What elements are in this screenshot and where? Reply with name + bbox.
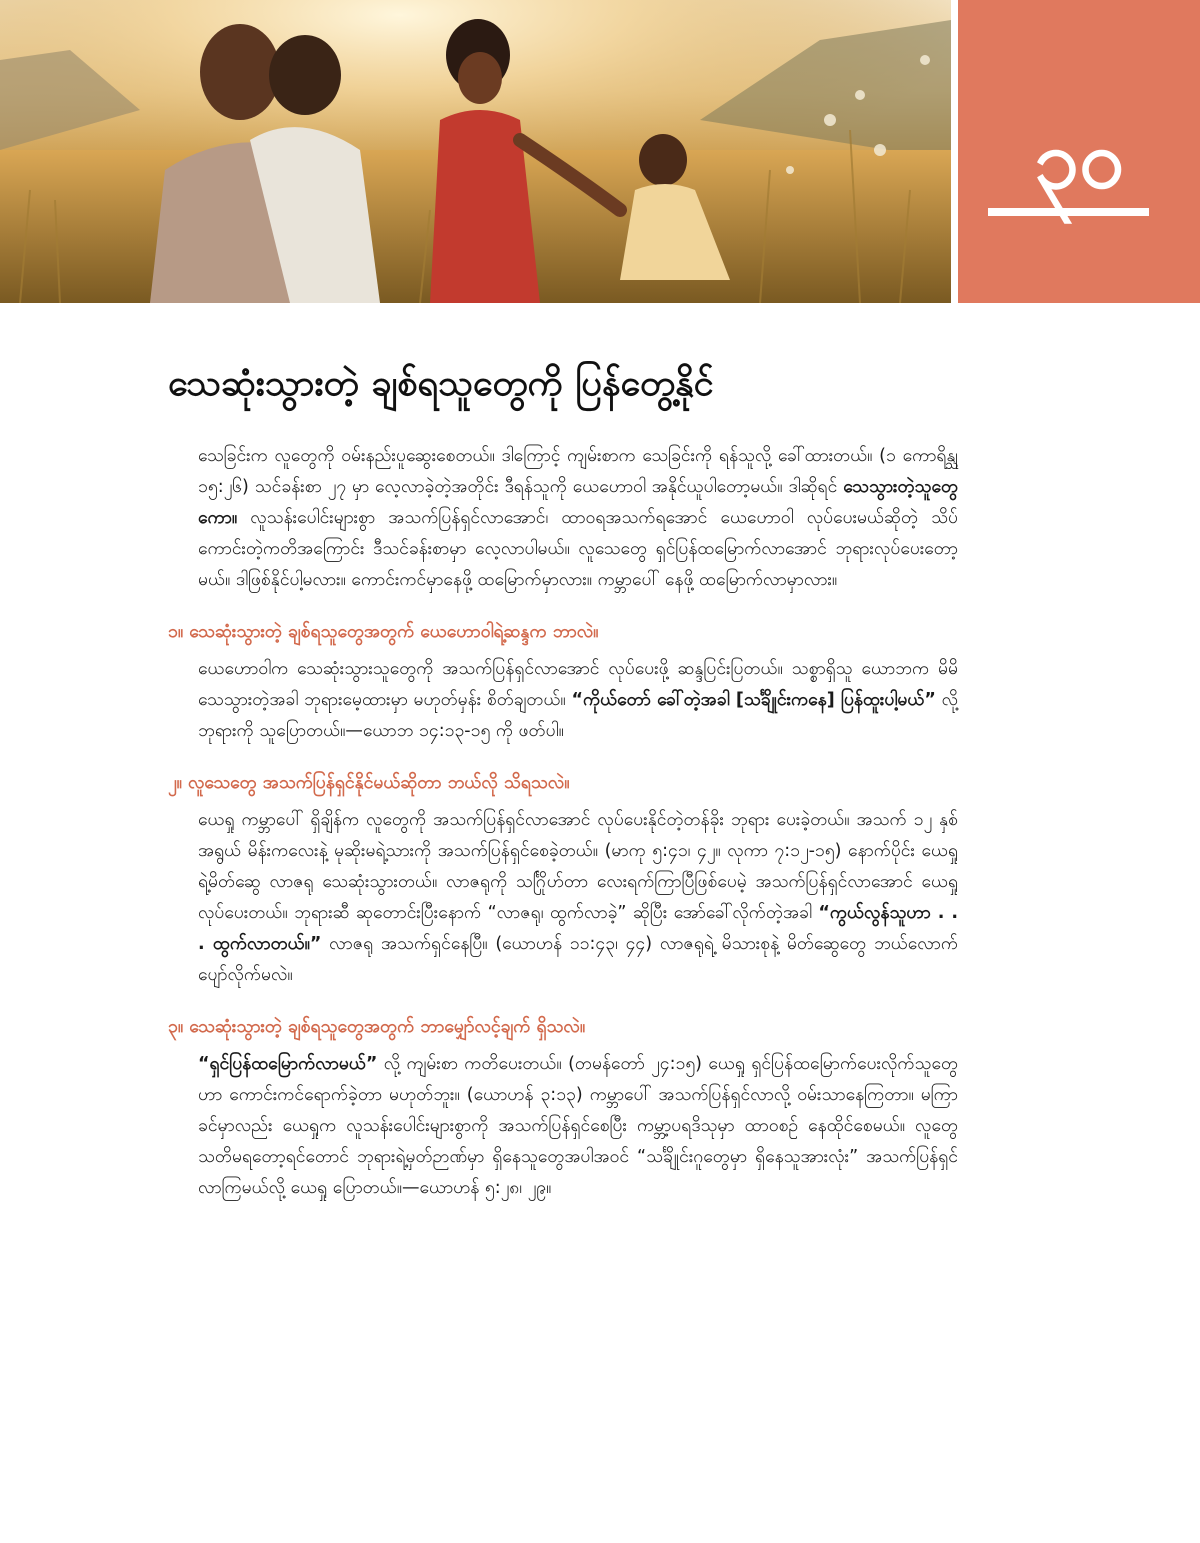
hero-photo <box>0 0 951 303</box>
section-2-text-2: လာဇရု အသက်ရှင်နေပြီ။ (ယောဟန် ၁၁:၄၃၊ ၄၄) လာဇရုရဲ့ မိသားစုနဲ့ မိတ်ဆွေတွေ ဘယ်လောက် ပျော်လိုက်မလဲ။ <box>198 933 959 985</box>
lesson-content <box>168 360 958 1226</box>
page-title: သေဆုံးသွားတဲ့ ချစ်ရသူတွေကို ပြန်တွေ့နိုင် <box>168 363 714 404</box>
section-3-text-2: လို့ ကျမ်းစာ ကတိပေးတယ်။ (တမန်တော် ၂၄:၁၅) ယေရှု ရှင်ပြန်ထမြောက်ပေးလိုက်သူတွေဟာ ကောင်းကင်ရောက်ခဲ့တာ မဟုတ်ဘူး။ (ယောဟန် ၃:၁၃) ကမ္ဘာပေါ် အသက်ပြန်ရှင်လာလို့ ဝမ်းသာနေကြတာ။ မကြာခင်မှာလည်း ယေရှုက လူသန်းပေါင်းများစွာကို အသက်ပြန်ရှင်စေပြီး ကမ္ဘာ့ပရဒိသုမှာ ထာဝစဉ် နေထိုင်စေမယ်။ လူတွေ သတိမရတော့ရင်တောင် ဘုရားရဲ့မှတ်ဉာဏ်မှာ ရှိနေသူတွေအပါအဝင် “သင်္ချိုင်းဂူတွေမှာ ရှိနေသူအားလုံး” အသက်ပြန်ရှင်လာကြမယ်လို့ ယေရှု ပြောတယ်။—ယောဟန် ၅:၂၈၊ ၂၉။ <box>198 1053 958 1198</box>
section-2-text-1: ယေရှု ကမ္ဘာပေါ် ရှိချိန်က လူတွေကို အသက်ပြန်ရှင်လာအောင် လုပ်ပေးနိုင်တဲ့တန်ခိုး ဘုရား ပေးခဲ့တယ်။ အသက် ၁၂ နှစ်အရွယ် မိန်းကလေးနဲ့ မုဆိုးမရဲ့သားကို အသက်ပြန်ရှင်စေခဲ့တယ်။ (မာကု ၅:၄၁၊ ၄၂။ လုကာ ၇:၁၂-၁၅) နောက်ပိုင်း ယေရှုရဲ့မိတ်ဆွေ လာဇရု သေဆုံးသွားတယ်။ လာဇရုကို သင်္ဂြိုဟ်တာ လေးရက်ကြာပြီဖြစ်ပေမဲ့ အသက်ပြန်ရှင်လာအောင် ယေရှု လုပ်ပေးတယ်။ ဘုရားဆီ ဆုတောင်းပြီးနောက် “လာဇရု၊ ထွက်လာခဲ့” ဆိုပြီး အော်ခေါ်လိုက်တဲ့အခါ <box>198 809 958 923</box>
lesson-number: ၃၀ <box>1034 113 1124 206</box>
section-1-text-1: ယေဟောဝါက သေဆုံးသွားသူတွေကို အသက်ပြန်ရှင်လာအောင် လုပ်ပေးဖို့ ဆန္ဒပြင်းပြတယ်။ သစ္စာရှိသူ ယောဘက မိမိသေသွားတဲ့အခါ ဘုရားမေ့ထားမှာ မဟုတ်မှန်း စိတ်ချတယ်။ <box>198 658 958 710</box>
intro-paragraph <box>168 441 958 596</box>
intro-bold-text: သေသွားတဲ့သူတွေကော။ <box>198 476 958 528</box>
section-1-bold-text: “ကိုယ်တော် ခေါ်တဲ့အခါ [သင်္ချိုင်းကနေ] ပြန်ထူးပါ့မယ်” <box>571 689 936 710</box>
section-2-bold-text: “ကွယ်လွန်သူဟာ . . . ထွက်လာတယ်။” <box>198 902 959 954</box>
section-paragraph-3 <box>168 1049 958 1204</box>
family-photo-illustration <box>0 0 951 303</box>
section-heading-2: ၂။ လူသေတွေ အသက်ပြန်ရှင်နိုင်မယ်ဆိုတာ ဘယ်လို သိရသလဲ။ <box>168 772 570 793</box>
section-heading-3: ၃။ သေဆုံးသွားတဲ့ ချစ်ရသူတွေအတွက် ဘာမျှော်လင့်ချက် ရှိသလဲ။ <box>168 1016 586 1037</box>
intro-text-2: လူသန်းပေါင်းများစွာ အသက်ပြန်ရှင်လာအောင်၊ ထာဝရအသက်ရအောင် ယေဟောဝါ လုပ်ပေးမယ်ဆိုတဲ့ သိပ်ကောင်းတဲ့ကတိအကြောင်း ဒီသင်ခန်းစာမှာ လေ့လာပါမယ်။ လူသေတွေ ရှင်ပြန်ထမြောက်လာအောင် ဘုရားလုပ်ပေးတော့မယ်။ ဒါဖြစ်နိုင်ပါ့မလား။ ကောင်းကင်မှာနေဖို့ ထမြောက်မှာလား။ ကမ္ဘာပေါ် နေဖို့ ထမြောက်လာမှာလား။ <box>198 507 958 590</box>
section-3-bold-text: “ရှင်ပြန်ထမြောက်လာမယ်” <box>198 1053 378 1074</box>
section-heading-1: ၁။ သေဆုံးသွားတဲ့ ချစ်ရသူတွေအတွက် ယေဟောဝါရဲ့ဆန္ဒက ဘာလဲ။ <box>168 621 599 642</box>
section-paragraph-2 <box>168 805 958 991</box>
intro-text-1: သေခြင်းက လူတွေကို ဝမ်းနည်းပူဆွေးစေတယ်။ ဒါကြောင့် ကျမ်းစာက သေခြင်းကို ရန်သူလို့ ခေါ်ထားတယ်။ (၁ ကောရိန္သု ၁၅:၂၆) သင်ခန်းစာ ၂၇ မှာ လေ့လာခဲ့တဲ့အတိုင်း ဒီရန်သူကို ယေဟောဝါ အနိုင်ယူပါတော့မယ်။ ဒါဆိုရင် <box>198 445 958 497</box>
section-1-text-2: လို့ ဘုရားကို သူပြောတယ်။—ယောဘ ၁၄:၁၃-၁၅ ကို ဖတ်ပါ။ <box>198 689 958 741</box>
lesson-number-badge <box>958 0 1200 303</box>
lesson-number-underline <box>988 208 1149 216</box>
section-paragraph-1 <box>168 654 958 747</box>
